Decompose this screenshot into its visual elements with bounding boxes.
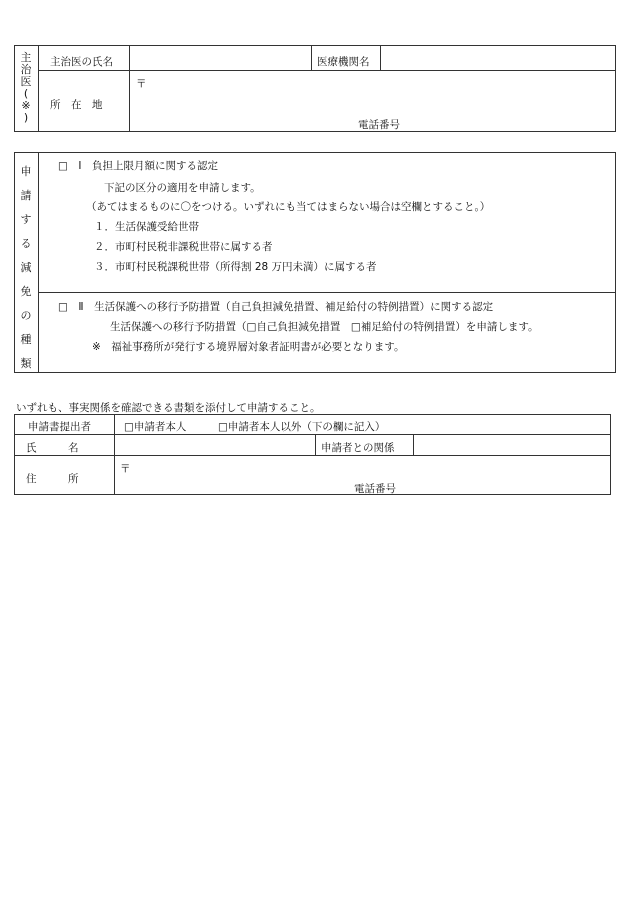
doctor-side-label: [15, 52, 37, 125]
applicant-address-field[interactable]: [134, 457, 604, 477]
submitter-label-divider: [114, 414, 115, 495]
institution-label-right-divider: [380, 45, 381, 70]
side-label-char: の: [20, 309, 32, 322]
reduction-side-divider: [38, 152, 39, 373]
submitter-row1-divider: [14, 434, 611, 435]
doctor-name-field[interactable]: [131, 47, 309, 68]
side-label-char: 種: [20, 333, 32, 346]
section1-line1: 下記の区分の適用を申請します。: [104, 182, 261, 194]
side-label-char: 医: [20, 75, 32, 89]
side-label-char: ※: [21, 99, 31, 113]
doctor-name-label: 主治医の氏名: [50, 56, 113, 68]
doctor-label-divider: [129, 45, 130, 132]
applicant-postal-mark: 〒: [120, 463, 131, 475]
side-label-char: (: [23, 87, 29, 101]
side-label-char: 減: [20, 261, 32, 274]
institution-label-left-divider: [311, 45, 312, 70]
category-item-3[interactable]: ３．市町村民税課税世帯（所得割 28 万円未満）に属する者: [94, 261, 377, 273]
attachment-note: いずれも、事実関係を確認できる書類を添付して申請すること。: [16, 402, 321, 414]
doctor-phone-label: 電話番号: [358, 119, 400, 131]
submitter-row2-divider: [14, 455, 611, 456]
side-label-char: 類: [20, 357, 32, 370]
side-label-char: 免: [20, 285, 32, 298]
reduction-row-divider: [38, 292, 616, 293]
reduction-side-label: [15, 160, 37, 376]
relation-label-right-divider: [413, 434, 414, 455]
category-item-2[interactable]: ２．市町村民税非課税世帯に属する者: [94, 241, 273, 253]
submitter-label: 申請書提出者: [28, 421, 91, 433]
submitter-other-checkbox[interactable]: □申請者本人以外（下の欄に記入）: [218, 421, 386, 433]
side-label-char: 請: [20, 189, 32, 202]
section1-header[interactable]: □ Ⅰ 負担上限月額に関する認定: [58, 160, 219, 172]
institution-label: 医療機関名: [317, 56, 370, 68]
applicant-phone-label: 電話番号: [354, 483, 396, 495]
postal-mark: 〒: [136, 78, 147, 90]
section2-note: ※ 福祉事務所が発行する境界層対象者証明書が必要となります。: [92, 341, 405, 353]
institution-field[interactable]: [382, 47, 614, 68]
section2-header[interactable]: □ Ⅱ 生活保護への移行予防措置（自己負担減免措置、補足給付の特例措置）に関する認定: [58, 301, 494, 313]
side-label-char: 申: [20, 165, 32, 178]
category-item-1[interactable]: １．生活保護受給世帯: [94, 221, 199, 233]
doctor-address-field[interactable]: [150, 72, 610, 112]
side-label-char: ): [23, 111, 29, 125]
side-label-char: 治: [20, 63, 32, 77]
relation-label: 申請者との関係: [321, 442, 395, 454]
relation-field[interactable]: [415, 436, 609, 453]
applicant-name-label: 氏 名: [26, 442, 79, 454]
doctor-row-divider: [38, 70, 616, 71]
applicant-name-field[interactable]: [116, 436, 313, 453]
section1-line2: （あてはまるものに〇をつける。いずれにも当てはまらない場合は空欄とすること。）: [86, 201, 491, 213]
applicant-address-label: 住 所: [26, 473, 79, 485]
side-label-char: す: [20, 213, 32, 226]
submitter-self-checkbox[interactable]: □申請者本人: [124, 421, 187, 433]
side-label-char: 主: [20, 51, 32, 64]
relation-label-left-divider: [315, 434, 316, 455]
side-label-char: る: [20, 237, 32, 250]
doctor-side-divider: [38, 45, 39, 132]
section2-line1: 生活保護への移行予防措置（□自己負担減免措置 □補足給付の特例措置）を申請します。: [110, 321, 539, 333]
doctor-address-label: 所 在 地: [50, 99, 103, 111]
